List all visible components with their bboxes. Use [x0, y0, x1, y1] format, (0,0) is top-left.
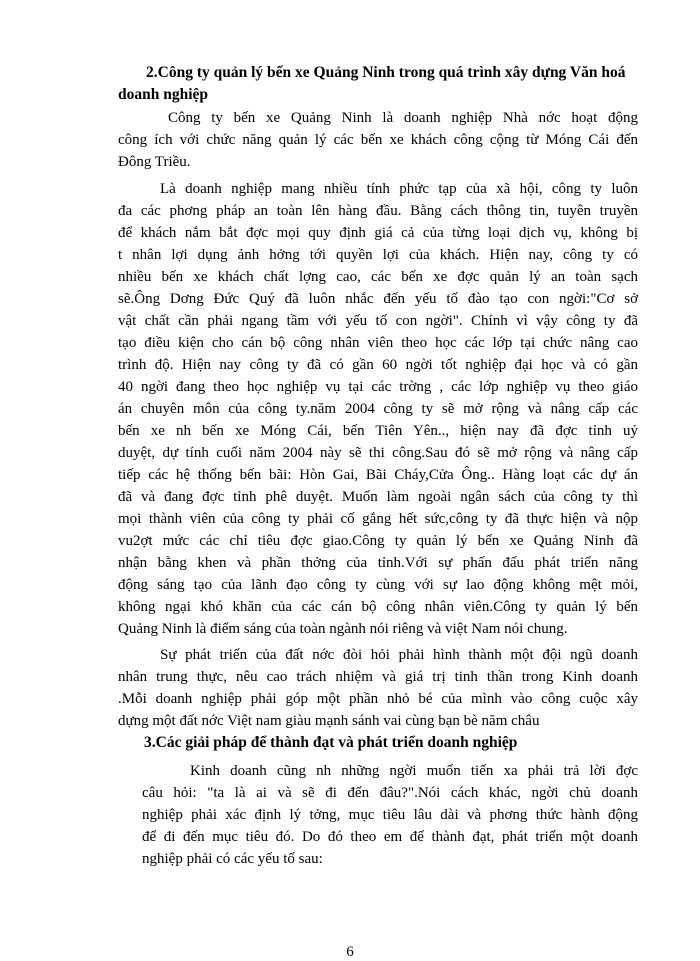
paragraph-line: vật chất cần phải ngang tầm với yếu tố con ngời". Chính vì vậy công ty đã [118, 313, 638, 329]
paragraph-line: nhận bằng khen và phần thởng của tỉnh.Với sự phấn đấu phát triển năng [118, 555, 638, 571]
paragraph-line: t nhân lợi dụng ảnh hởng tới quyền lợi của khách. Hiện nay, công ty có [118, 247, 638, 263]
paragraph-line: mọi thành viên của công ty phải cố gắng hết sức,công ty đã thực hiện và nộp [118, 511, 638, 527]
paragraph-line: bến xe nh bến xe Móng Cái, bến Tiên Yên.., hiện nay đã đợc tỉnh uỷ [118, 423, 638, 439]
paragraph-line: không ngại khó khăn của các cán bộ công nhân viên.Công ty quản lý bến [118, 599, 638, 615]
paragraph-line: 40 ngời đang theo học nghiệp vụ tại các trờng , các lớp nghiệp vụ theo giáo [118, 379, 638, 395]
paragraph-line: đa các phơng pháp an toàn lên hàng đầu. Bằng cách thông tin, tuyên truyền [118, 203, 638, 219]
paragraph-line: dựng một đất nớc Việt nam giàu mạnh sánh vai cùng bạn bè năm châu [118, 713, 540, 729]
paragraph-line: nghiệp phải có các yếu tố sau: [142, 851, 323, 867]
paragraph-line: để khách nắm bắt đợc mọi quy định giá cả của từng loại dịch vụ, không bị [118, 225, 638, 241]
paragraph-line: nhiều bến xe khách chất lợng cao, các bến xe đợc quản lý an toàn sạch [118, 269, 638, 285]
paragraph-line: nhân trung thực, nêu cao trách nhiệm và giá trị tinh thần trong Kinh doanh [118, 669, 638, 685]
paragraph-line: động sáng tạo của lãnh đạo công ty cùng với sự lao động không mệt mỏi, [118, 577, 638, 593]
paragraph-line: tiếp các hệ thống bến bãi: Hòn Gai, Bãi Cháy,Cửa Ông.. Hàng loạt các dự án [118, 467, 638, 483]
paragraph-line: sẽ.Ông Dơng Đức Quý đã luôn nhắc đến yếu tố đào tạo con ngời:"Cơ sở [118, 291, 638, 307]
paragraph-line: án chuyên môn của công ty.năm 2004 công ty sẽ mở rộng và nâng cấp các [118, 401, 638, 417]
paragraph-line: Là doanh nghiệp mang nhiều tính phức tạp của xã hội, công ty luôn [160, 181, 638, 197]
paragraph-line: tạo điều kiện cho cán bộ công nhân viên theo học các lớp tại chức nâng cao [118, 335, 638, 351]
paragraph-line: câu hỏi: "ta là ai và sẽ đi đến đâu?".Nói cách khác, ngời chủ doanh [142, 785, 638, 801]
paragraph-line: .Mỗi doanh nghiệp phải góp một phần nhỏ bé của mình vào công cuộc xây [118, 691, 638, 707]
paragraph-line: Sự phát triển của đất nớc đòi hỏi phải hình thành một đội ngũ doanh [160, 647, 638, 663]
paragraph-line: Công ty bến xe Quảng Ninh là doanh nghiệp Nhà nớc hoạt động [168, 110, 638, 126]
paragraph-line: trình độ. Hiện nay công ty đã có gần 60 ngời tốt nghiệp đại học và có gần [118, 357, 638, 373]
section-heading-2: 2.Công ty quản lý bến xe Quảng Ninh trong quá trình xây dựng Văn hoá doanh nghiệp [118, 64, 626, 103]
paragraph-line: để đi đến mục tiêu đó. Do đó theo em để thành đạt, phát triển một doanh [142, 829, 638, 845]
paragraph-line: nghiệp phải xác định lý tởng, mục tiêu lâu dài và phơng thức hành động [142, 807, 638, 823]
paragraph-line: Đông Triều. [118, 154, 191, 170]
paragraph-line: vu2ợt mức các chỉ tiêu đợc giao.Công ty quản lý bến xe Quảng Ninh đã [118, 533, 638, 549]
paragraph-line: duyệt, dự tính cuối năm 2004 này sẽ thi công.Sau đó sẽ mở rộng và nâng cấp [118, 445, 638, 461]
paragraph-line: Quảng Ninh là điểm sáng của toàn ngành nói riêng và việt Nam nói chung. [118, 621, 568, 637]
paragraph-line: công ích với chức năng quản lý các bến xe khách công cộng từ Móng Cái đến [118, 132, 638, 148]
page-number: 6 [346, 944, 354, 960]
paragraph-line: đã và đang đợc tỉnh phê duyệt. Muốn làm ngoài ngân sách của công ty thì [118, 489, 638, 505]
paragraph-line: Kinh doanh cũng nh những ngời muốn tiến xa phải trả lời đợc [190, 763, 638, 779]
section-heading-3: 3.Các giải pháp để thành đạt và phát triển doanh nghiệp [144, 734, 518, 751]
